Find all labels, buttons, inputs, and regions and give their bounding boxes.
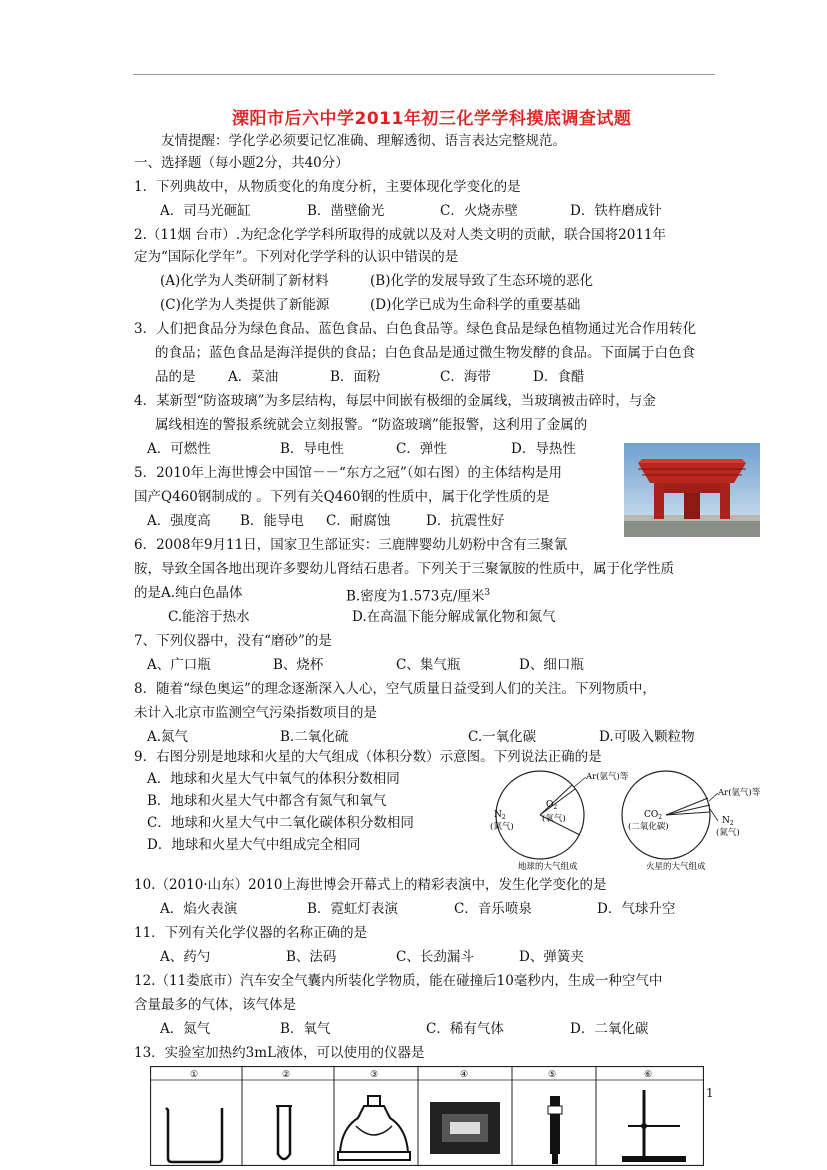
test-tube-holder-icon: [548, 1096, 562, 1164]
instrument-label-6: ⑥: [644, 1070, 653, 1080]
q1-option-a: A．司马光砸缸: [160, 203, 251, 219]
instrument-label-1: ①: [190, 1070, 199, 1080]
q9-option-c: C．地球和火星大气中二氧化碳体积分数相同: [147, 815, 414, 831]
q7-option-b: B、烧杯: [273, 657, 324, 673]
q12-line2: 含量最多的气体，该气体是: [134, 997, 296, 1013]
q8-option-d: D.可吸入颗粒物: [599, 729, 695, 745]
q4-option-a: A．可燃性: [147, 441, 211, 457]
q8-line2: 未计入北京市监测空气污染指数项目的是: [134, 705, 377, 721]
q5-option-d: D．抗震性好: [426, 513, 505, 529]
q7-option-c: C、集气瓶: [396, 657, 461, 673]
q1-option-d: D．铁杵磨成针: [570, 203, 662, 219]
mars-n2-label: $N_2$: [722, 816, 734, 827]
q12-option-c: C．稀有气体: [426, 1021, 504, 1037]
q2-line2: 定为“国际化学年”。下列对化学学科的认识中错误的是: [134, 249, 459, 265]
q6-line2: 胺，导致全国各地出现许多婴幼儿肾结石患者。下列关于三聚氰胺的性质中，属于化学性质: [134, 561, 674, 577]
q10-option-a: A．焰火表演: [160, 901, 238, 917]
q5-option-c: C．耐腐蚀: [326, 513, 391, 529]
earth-ar-label: Ar(氩气)等: [586, 772, 629, 782]
mars-caption: 火星的大气组成: [646, 862, 706, 872]
q10-option-b: B．霓虹灯表演: [307, 901, 398, 917]
earth-caption: 地球的大气组成: [518, 862, 578, 872]
q6-line1: 6．2008年9月11日，国家卫生部证实：三鹿牌婴幼儿奶粉中含有三聚氰: [134, 537, 568, 553]
q6-option-d: D.在高温下能分解成氰化物和氮气: [352, 609, 556, 625]
q12-option-b: B．氧气: [280, 1021, 331, 1037]
q2-option-d: (D)化学已成为生命科学的重要基础: [370, 297, 581, 313]
q1-option-b: B．凿壁偷光: [307, 203, 385, 219]
q9-option-b: B．地球和火星大气中都含有氮气和氧气: [147, 793, 387, 809]
beaker-icon: [166, 1108, 222, 1162]
china-pavilion-photo: [624, 443, 760, 537]
q3-option-d: D．食醋: [533, 369, 585, 385]
q5-line2: 国产Q460钢制成的 。下列有关Q460钢的性质中，属于化学性质的是: [134, 489, 550, 505]
header-rule: [133, 74, 715, 75]
q9-option-d: D．地球和火星大气中组成完全相同: [147, 837, 361, 853]
q8-line1: 8．随着“绿色奥运”的理念逐渐深入人心，空气质量日益受到人们的关注。下列物质中，: [134, 681, 656, 697]
q2-option-b: (B)化学的发展导致了生态环境的恶化: [370, 273, 593, 289]
q3-option-a: A．菜油: [228, 369, 279, 385]
q9-option-a: A．地球和火星大气中氧气的体积分数相同: [147, 771, 400, 787]
instrument-label-2: ②: [282, 1070, 291, 1080]
page-title: 溧阳市后六中学2011年初三化学学科摸底调查试题: [232, 109, 632, 129]
q6-option-a: A.纯白色晶体: [161, 585, 243, 601]
q3-line3: 品的是: [155, 369, 196, 385]
earth-n2-label: $N_2$: [494, 810, 506, 821]
q1-option-c: C．火烧赤壁: [440, 203, 518, 219]
q11-option-a: A、药勺: [160, 949, 211, 965]
q9-stem: 9．右图分别是地球和火星的大气组成（体积分数）示意图。下列说法正确的是: [134, 749, 602, 765]
q12-line1: 12.（11娄底市）汽车安全气囊内所装化学物质，能在碰撞后10毫秒内，生成一种空气中: [134, 973, 663, 989]
iron-stand-icon: [622, 1090, 686, 1162]
q4-line2: 属线相连的警报系统就会立刻报警。“防盗玻璃”能报警，这利用了金属的: [155, 417, 588, 433]
instrument-label-3: ③: [370, 1070, 379, 1080]
q7-option-a: A、广口瓶: [147, 657, 211, 673]
q4-option-c: C．弹性: [396, 441, 447, 457]
q12-option-d: D．二氧化碳: [570, 1021, 649, 1037]
instrument-table: [150, 1066, 704, 1166]
earth-n2-cn: (氮气): [490, 822, 514, 832]
q11-option-c: C、长劲漏斗: [396, 949, 474, 965]
earth-o2-label: $O_2$: [546, 800, 558, 811]
q3-option-c: C．海带: [440, 369, 491, 385]
wire-gauze-icon: [430, 1102, 500, 1154]
mars-co2-cn: (二氧化碳): [628, 822, 669, 832]
earth-atmosphere-pie: [490, 771, 629, 872]
q5-option-a: A．强度高: [147, 513, 211, 529]
q7-option-d: D、细口瓶: [519, 657, 584, 673]
q2-line1: 2.（11烟 台市）.为纪念化学学科所取得的成就以及对人类文明的贡献，联合国将2011年: [134, 227, 666, 243]
reminder: 友情提醒：学化学必须要记忆准确、理解透彻、语言表达完整规范。: [161, 133, 566, 149]
q3-option-b: B．面粉: [330, 369, 381, 385]
q8-option-a: A.氮气: [147, 729, 189, 745]
q6-option-c: C.能溶于热水: [168, 609, 250, 625]
q1-stem: 1．下列典故中，从物质变化的角度分析，主要体现化学变化的是: [134, 179, 521, 195]
section-heading: 一、选择题（每小题2分，共40分）: [134, 155, 349, 171]
page-number: 1: [706, 1086, 714, 1100]
q10-stem: 10.（2010·山东）2010上海世博会开幕式上的精彩表演中，发生化学变化的是: [134, 877, 607, 893]
mars-co2-label: $CO_2$: [644, 810, 663, 821]
q2-option-c: (C)化学为人类提供了新能源: [160, 297, 330, 313]
atmosphere-diagram: [478, 765, 778, 875]
test-tube-icon: [276, 1106, 292, 1159]
q4-line1: 4．某新型“防盗玻璃”为多层结构，每层中间嵌有极细的金属线，当玻璃被击碎时，与金: [134, 393, 656, 409]
mars-ar-label: Ar(氩气)等: [718, 788, 761, 798]
q10-option-c: C．音乐喷泉: [454, 901, 532, 917]
q4-option-d: D．导热性: [511, 441, 576, 457]
q2-option-a: (A)化学为人类研制了新材料: [160, 273, 329, 289]
q11-stem: 11．下列有关化学仪器的名称正确的是: [134, 925, 368, 941]
instrument-label-5: ⑤: [548, 1070, 557, 1080]
instrument-label-4: ④: [460, 1070, 469, 1080]
q13-stem: 13．实验室加热约3mL液体，可以使用的仪器是: [134, 1045, 425, 1061]
q12-option-a: A．氮气: [160, 1021, 211, 1037]
q10-option-d: D．气球升空: [597, 901, 676, 917]
alcohol-lamp-icon: [338, 1096, 410, 1160]
q5-line1: 5．2010年上海世博会中国馆－－“东方之冠”（如右图）的主体结构是用: [134, 465, 562, 481]
q3-line1: 3．人们把食品分为绿色食品、蓝色食品、白色食品等。绿色食品是绿色植物通过光合作用转化: [134, 321, 697, 337]
earth-o2-cn: (氧气): [542, 814, 566, 824]
q4-option-b: B．导电性: [280, 441, 344, 457]
q11-option-b: B、法码: [286, 949, 337, 965]
mars-atmosphere-pie: [622, 771, 761, 872]
q6-line3: 的是A.纯白色晶体: [134, 585, 243, 601]
q8-option-b: B.二氧化硫: [280, 729, 349, 745]
q7-stem: 7、下列仪器中，没有“磨砂”的是: [134, 633, 332, 649]
mars-n2-cn: (氮气): [716, 828, 740, 838]
q6-option-b: B.密度为1.573克/厘米$^3$: [346, 588, 491, 605]
q5-option-b: B．能导电: [240, 513, 304, 529]
q11-option-d: D、弹簧夹: [519, 949, 584, 965]
q3-line2: 的食品；蓝色食品是海洋提供的食品；白色食品是通过微生物发酵的食品。下面属于白色食: [155, 345, 695, 361]
q8-option-c: C.一氧化碳: [468, 729, 537, 745]
